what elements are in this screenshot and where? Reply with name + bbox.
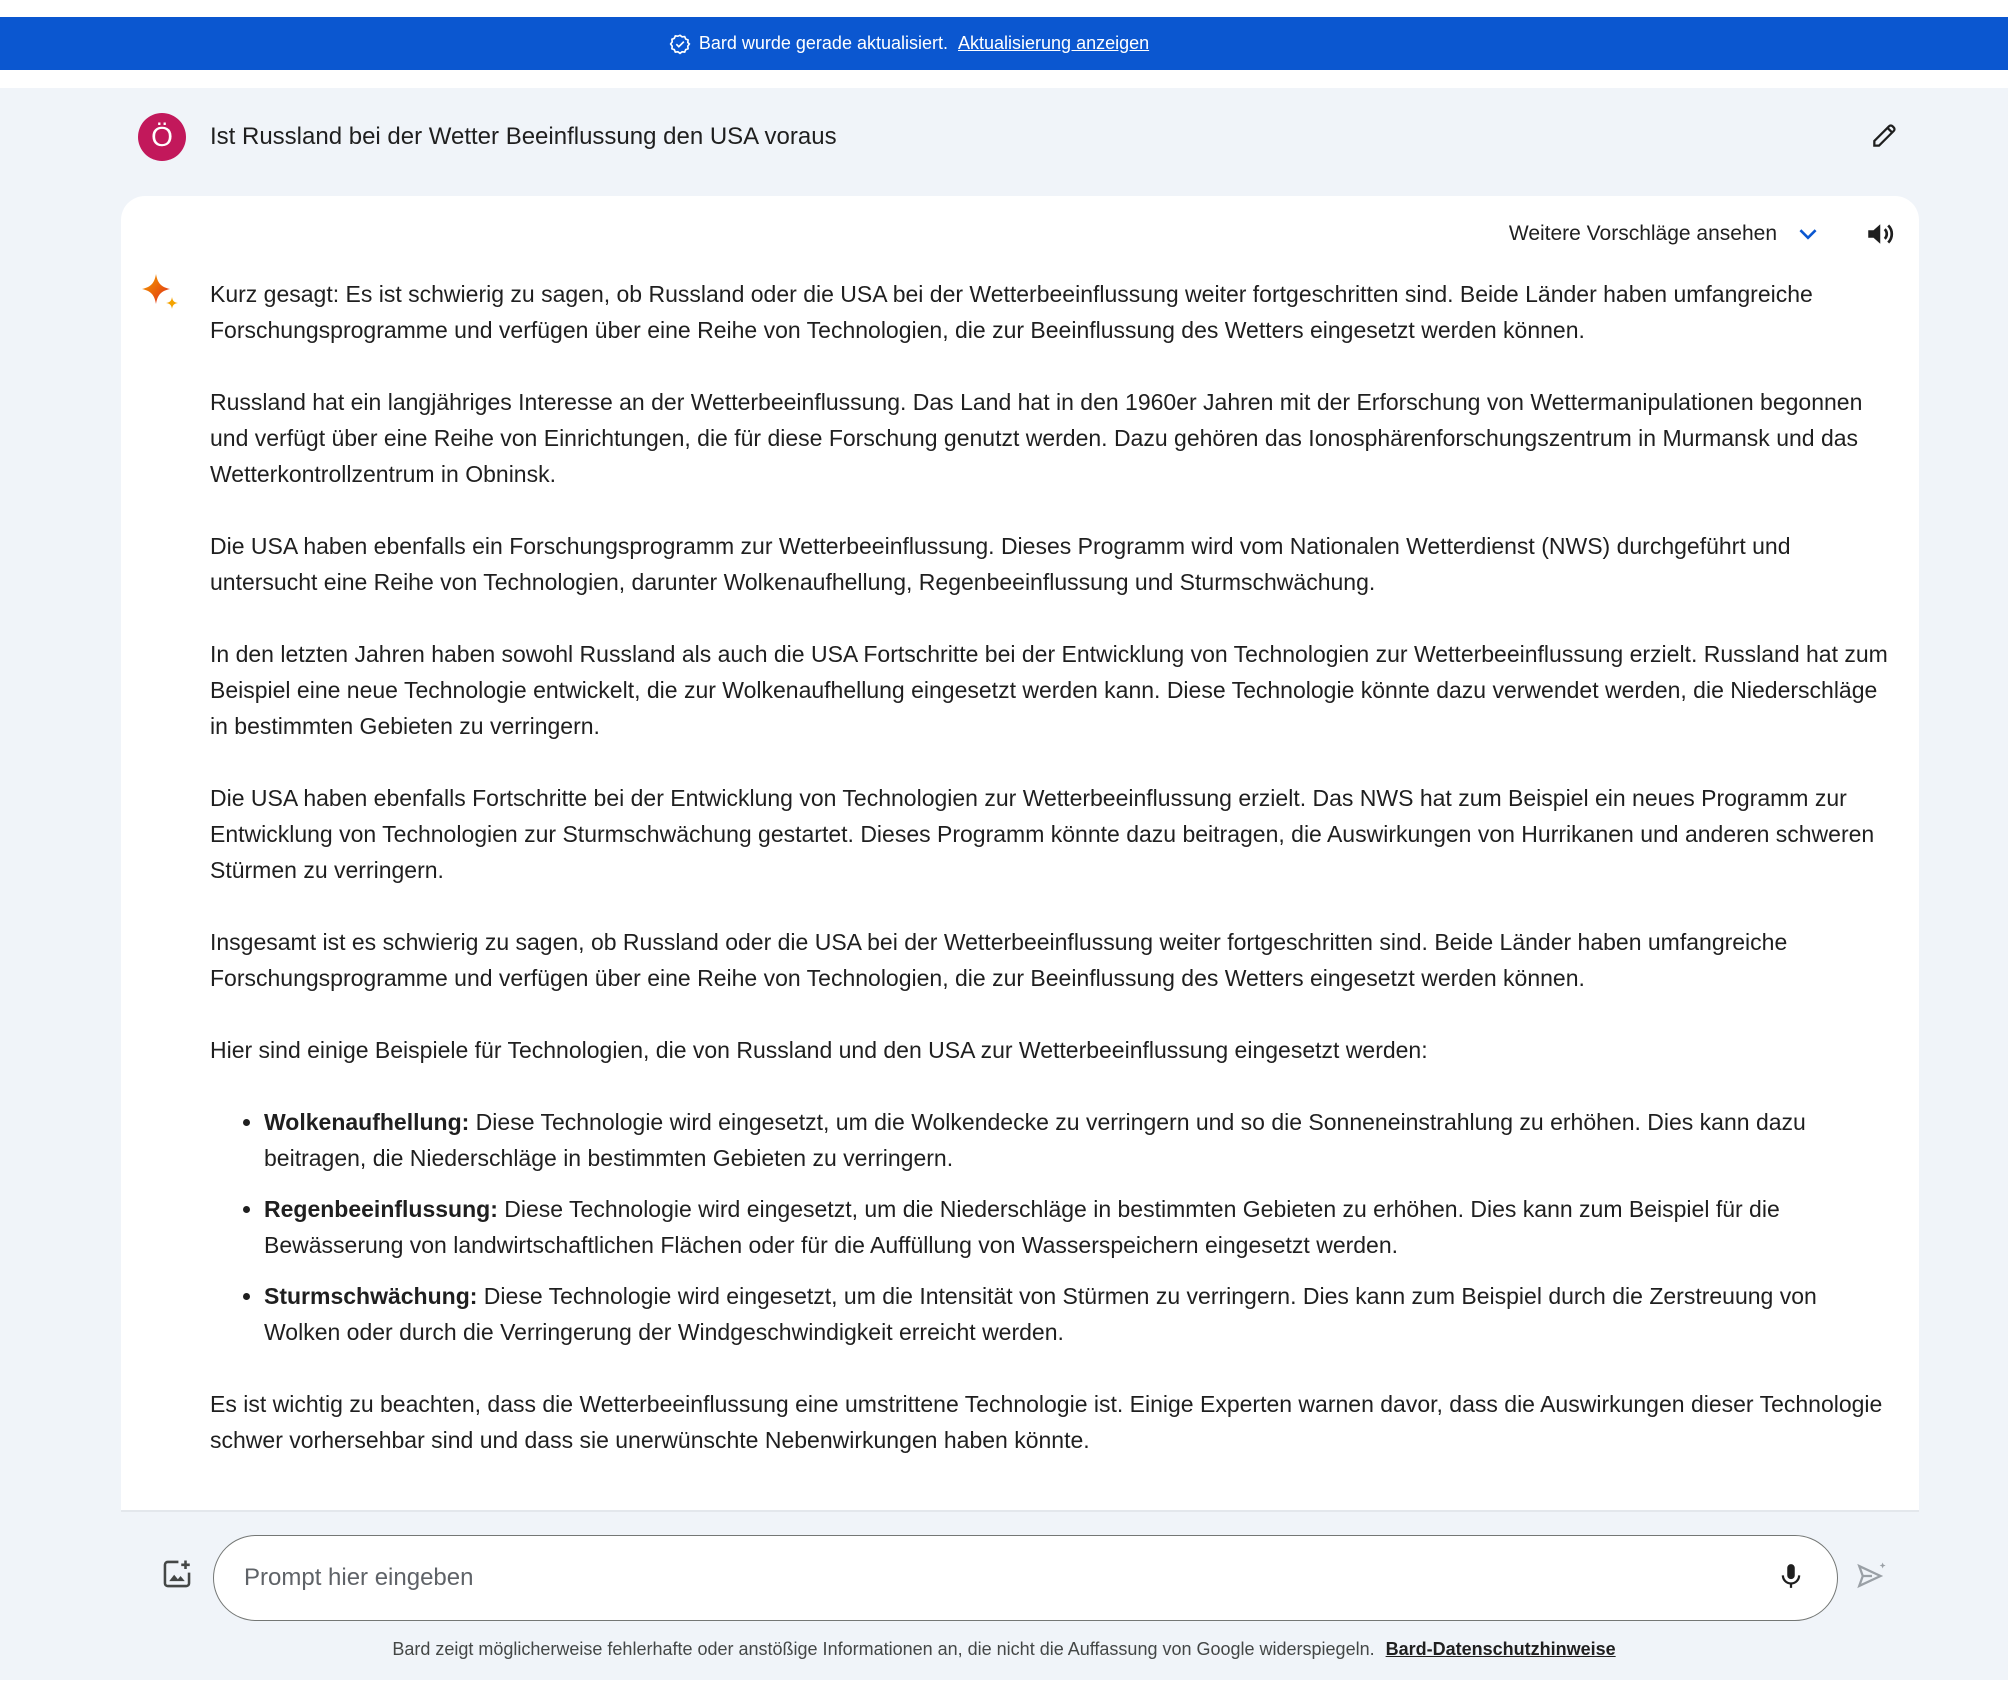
microphone-icon xyxy=(1776,1561,1806,1596)
user-query xyxy=(138,112,1908,162)
disclaimer xyxy=(0,1639,2008,1660)
divider xyxy=(121,1510,1919,1512)
microphone-button[interactable] xyxy=(1771,1558,1811,1598)
list-item xyxy=(264,1104,1890,1176)
list-item xyxy=(264,1191,1890,1263)
more-drafts-label: Weitere Vorschläge ansehen xyxy=(1508,222,1777,245)
response-header xyxy=(1509,212,1899,256)
response-paragraph: Kurz gesagt: Es ist schwierig zu sagen, ob Russland oder die USA bei der Wetterbeeinflussung weiter fortgeschritten sind. Beide Länder haben umfangreiche Forschungsprogramme und verfügen über eine Reihe von Technologien, die zur Beeinflussung des Wetters eingesetzt werden können. xyxy=(210,281,1813,343)
list-item-term: Regenbeeinflussung: xyxy=(264,1196,498,1222)
pencil-icon xyxy=(1869,119,1901,156)
list-item-term: Sturmschwächung: xyxy=(264,1283,478,1309)
response-paragraph: Russland hat ein langjähriges Interesse an der Wetterbeeinflussung. Das Land hat in den 1960er Jahren mit der Erforschung von Wettermanipulationen begonnen und verfügt über eine Reihe von Einrichtungen, die für diese Forschung genutzt werden. Dazu gehören das Ionosphärenforschungszentrum in Murmansk und das Wetterkontrollzentrum in Obninsk. xyxy=(210,389,1863,487)
check-badge-icon xyxy=(669,33,691,55)
query-text: Ist Russland bei der Wetter Beeinflussung den USA voraus xyxy=(210,123,837,150)
list-item-text: Diese Technologie wird eingesetzt, um die Intensität von Stürmen zu verringern. Dies kann zum Beispiel durch die Zerstreuung von Wolken oder durch die Verringerung der Windgeschwindigkeit erreicht werden. xyxy=(264,1283,1817,1345)
edit-query-button[interactable] xyxy=(1862,114,1908,160)
chevron-down-icon xyxy=(1795,221,1821,247)
response-paragraph: Insgesamt ist es schwierig zu sagen, ob Russland oder die USA bei der Wetterbeeinflussung weiter fortgeschritten sind. Beide Länder haben umfangreiche Forschungsprogramme und verfügen über eine Reihe von Technologien, die zur Beeinflussung des Wetters eingesetzt werden können. xyxy=(210,929,1788,991)
prompt-area xyxy=(0,1510,2008,1680)
response-card xyxy=(121,196,1919,1510)
conversation-area xyxy=(0,88,2008,1510)
technology-list xyxy=(210,1104,1890,1350)
update-banner-message: Bard wurde gerade aktualisiert. xyxy=(698,33,948,53)
image-upload-button[interactable] xyxy=(159,1558,195,1594)
speaker-icon[interactable] xyxy=(1863,216,1899,252)
bard-sparkle-icon xyxy=(139,272,183,316)
disclaimer-text: Bard zeigt möglicherweise fehlerhafte oder anstößige Informationen an, die nicht die Auffassung von Google widerspiegeln. xyxy=(392,1639,1375,1659)
prompt-input-box xyxy=(213,1535,1838,1621)
image-upload-icon xyxy=(160,1557,194,1596)
response-paragraph: In den letzten Jahren haben sowohl Russland als auch die USA Fortschritte bei der Entwicklung von Technologien zur Wetterbeeinflussung erzielt. Russland hat zum Beispiel eine neue Technologie entwickelt, die zur Wolkenaufhellung eingesetzt werden kann. Diese Technologie könnte dazu verwendet werden, die Niederschläge in bestimmten Gebieten zu verringern. xyxy=(210,641,1888,739)
list-item xyxy=(264,1278,1890,1350)
send-button[interactable] xyxy=(1852,1558,1892,1598)
response-body xyxy=(210,276,1890,1494)
view-update-link[interactable]: Aktualisierung anzeigen xyxy=(958,33,1150,53)
response-paragraph: Hier sind einige Beispiele für Technologien, die von Russland und den USA zur Wetterbeeinflussung eingesetzt werden: xyxy=(210,1037,1428,1063)
response-paragraph: Die USA haben ebenfalls Fortschritte bei der Entwicklung von Technologien zur Wetterbeeinflussung erzielt. Das NWS hat zum Beispiel ein neues Programm zur Entwicklung von Technologien zur Sturmschwächung gestartet. Dieses Programm könnte dazu beitragen, die Auswirkungen von Hurrikanen und anderen schweren Stürmen zu verringern. xyxy=(210,785,1875,883)
response-paragraph: Die USA haben ebenfalls ein Forschungsprogramm zur Wetterbeeinflussung. Dieses Programm wird vom Nationalen Wetterdienst (NWS) durchgeführt und untersucht eine Reihe von Technologien, darunter Wolkenaufhellung, Regenbeeinflussung und Sturmschwächung. xyxy=(210,533,1791,595)
list-item-text: Diese Technologie wird eingesetzt, um die Wolkendecke zu verringern und so die Sonneneinstrahlung zu erhöhen. Dies kann dazu beitragen, die Niederschläge in bestimmten Gebieten zu verringern. xyxy=(264,1109,1806,1171)
response-paragraph: Es ist wichtig zu beachten, dass die Wetterbeeinflussung eine umstrittene Technologie ist. Einige Experten warnen davor, dass die Auswirkungen dieser Technologie schwer vorhersehbar sind und dass sie unerwünschte Nebenwirkungen haben könnte. xyxy=(210,1391,1883,1453)
more-drafts-button[interactable] xyxy=(1509,221,1821,247)
update-banner xyxy=(0,17,2008,70)
send-icon xyxy=(1855,1559,1889,1598)
privacy-link[interactable]: Bard-Datenschutzhinweise xyxy=(1385,1639,1616,1659)
list-item-term: Wolkenaufhellung: xyxy=(264,1109,470,1135)
list-item-text: Diese Technologie wird eingesetzt, um die Niederschläge in bestimmten Gebieten zu erhöhen. Dies kann zum Beispiel für die Bewässerung von landwirtschaftlichen Flächen oder für die Auffüllung von Wasserspeichern eingesetzt werden. xyxy=(264,1196,1780,1258)
avatar: Ö xyxy=(138,113,186,161)
prompt-input[interactable] xyxy=(244,1564,1724,1592)
